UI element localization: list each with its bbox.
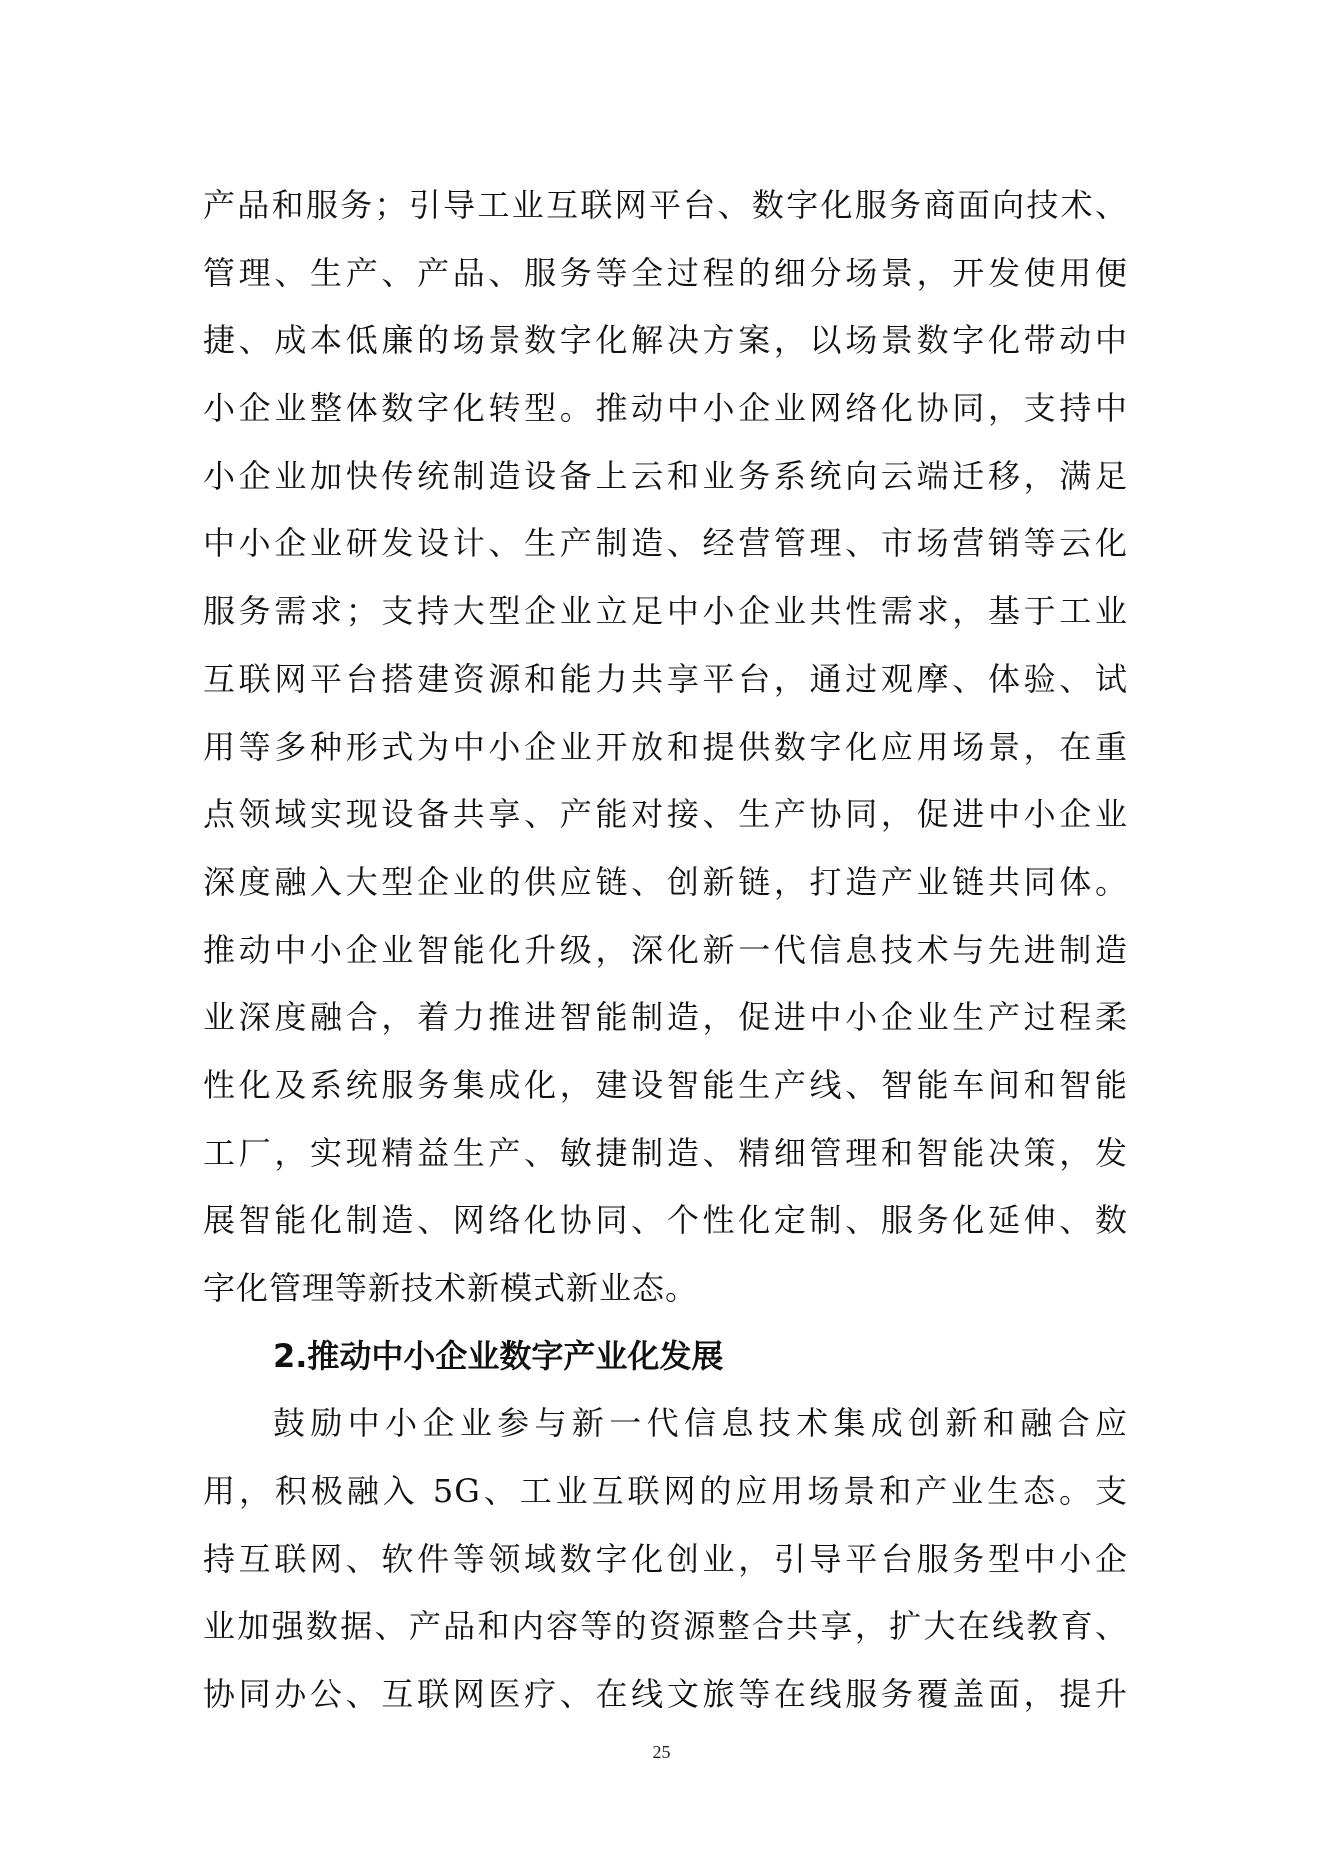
text-line: 互联网平台搭建资源和能力共享平台，通过观摩、体验、试	[203, 659, 1128, 698]
text-line: 业深度融合，着力推进智能制造，促进中小企业生产过程柔	[203, 998, 1128, 1037]
text-line: 用等多种形式为中小企业开放和提供数字化应用场景，在重	[203, 727, 1128, 766]
text-line: 性化及系统服务集成化，建设智能生产线、智能车间和智能	[203, 1065, 1128, 1104]
text-line: 工厂，实现精益生产、敏捷制造、精细管理和智能决策，发	[203, 1133, 1128, 1172]
text-line: 捷、成本低廉的场景数字化解决方案，以场景数字化带动中	[203, 321, 1128, 360]
text-line: 协同办公、互联网医疗、在线文旅等在线服务覆盖面，提升	[203, 1675, 1128, 1714]
text-line: 推动中小企业智能化升级，深化新一代信息技术与先进制造	[203, 930, 1128, 969]
text-line: 展智能化制造、网络化协同、个性化定制、服务化延伸、数	[203, 1201, 1128, 1240]
text-line: 小企业整体数字化转型。推动中小企业网络化协同，支持中	[203, 389, 1128, 428]
text-line: 持互联网、软件等领域数字化创业，引导平台服务型中小企	[203, 1539, 1128, 1578]
body-text	[203, 172, 1128, 1729]
text-line: 字化管理等新技术新模式新业态。	[203, 1269, 699, 1307]
text-line: 中小企业研发设计、生产制造、经营管理、市场营销等云化	[203, 524, 1128, 563]
text-line: 深度融入大型企业的供应链、创新链，打造产业链共同体。	[203, 862, 1128, 901]
section-heading: 2.推动中小企业数字产业化发展	[273, 1336, 724, 1375]
text-line: 鼓励中小企业参与新一代信息技术集成创新和融合应	[273, 1404, 1128, 1443]
page-number: 25	[652, 1742, 671, 1762]
text-line: 小企业加快传统制造设备上云和业务系统向云端迁移，满足	[203, 456, 1128, 495]
text-line: 管理、生产、产品、服务等全过程的细分场景，开发使用便	[203, 253, 1128, 292]
text-line: 业加强数据、产品和内容等的资源整合共享，扩大在线教育、	[203, 1607, 1128, 1646]
text-line: 服务需求；支持大型企业立足中小企业共性需求，基于工业	[203, 592, 1128, 631]
text-line: 产品和服务；引导工业互联网平台、数字化服务商面向技术、	[203, 186, 1128, 224]
text-line: 用，积极融入 5G、工业互联网的应用场景和产业生态。支	[203, 1472, 1128, 1511]
text-line: 点领域实现设备共享、产能对接、生产协同，促进中小企业	[203, 795, 1128, 834]
